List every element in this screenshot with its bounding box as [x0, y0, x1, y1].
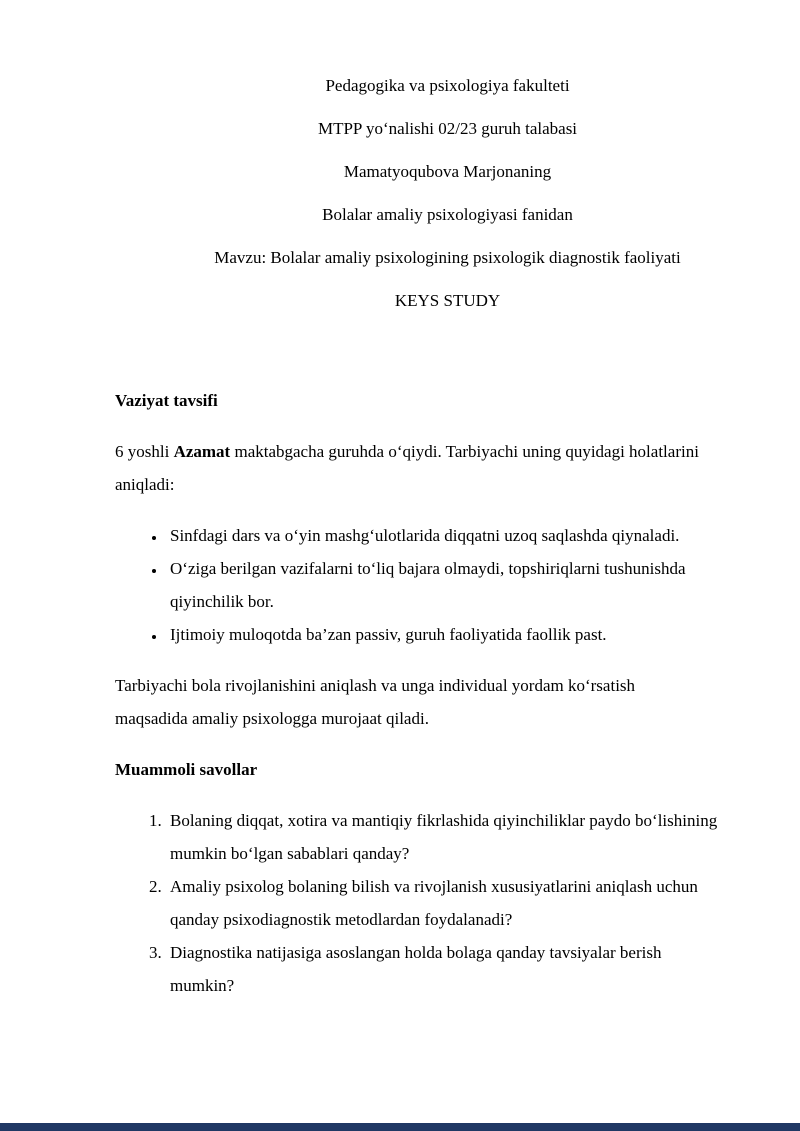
document-body — [115, 384, 780, 1002]
intro-text-prefix: 6 yoshli — [115, 442, 174, 461]
header-line-faculty: Pedagogika va psixologiya fakulteti — [325, 76, 570, 95]
header-line-subject: Bolalar amaliy psixologiyasi fanidan — [322, 205, 573, 224]
bullet-item-attention: • Sinfdagi dars va o‘yin mashg‘ulotlarida diqqatni uzoq saqlashda qiynaladi. — [166, 519, 725, 552]
header-line-group: MTPP yo‘nalishi 02/23 guruh talabasi — [317, 119, 578, 138]
intro-text-rest: maktabgacha guruhda o‘qiydi. Tarbiyachi uning quyidagi holatlarini aniqladi: — [115, 442, 699, 494]
bottom-bar — [0, 1123, 800, 1131]
situation-closing-paragraph: Tarbiyachi bola rivojlanishini aniqlash va unga individual yordam ko‘rsatish maqsadida amaliy psixologga murojaat qiladi. — [115, 676, 636, 728]
observations-bullet-list — [115, 519, 725, 651]
document-content — [115, 0, 780, 1002]
bullet-item-social: • Ijtimoiy muloqotda ba’zan passiv, guruh faoliyatida faollik past. — [166, 618, 725, 651]
situation-heading: Vaziyat tavsifi — [115, 391, 218, 410]
question-item-causes: 1. Bolaning diqqat, xotira va mantiqiy fikrlashida qiyinchiliklar paydo bo‘lishining mumkin bo‘lgan sabablari qanday? — [166, 804, 725, 870]
situation-intro-paragraph — [115, 435, 705, 501]
question-item-methods: 2. Amaliy psixolog bolaning bilish va rivojlanish xususiyatlarini aniqlash uchun qanday psixodiagnostik metodlardan foydalanadi? — [166, 870, 725, 936]
question-item-recommendations: 3. Diagnostika natijasiga asoslangan holda bolaga qanday tavsiyalar berish mumkin? — [166, 936, 725, 1002]
bullet-item-tasks: • O‘ziga berilgan vazifalarni to‘liq bajara olmaydi, topshiriqlarni tushunishda qiyinchilik bor. — [166, 552, 725, 618]
problem-questions-list — [115, 804, 725, 1002]
problems-heading: Muammoli savollar — [115, 760, 258, 779]
header-line-case-study-title: KEYS STUDY — [394, 291, 501, 310]
header-line-topic: Mavzu: Bolalar amaliy psixologining psixologik diagnostik faoliyati — [214, 248, 681, 267]
child-name-bold: Azamat — [173, 442, 231, 461]
header-line-student-name: Mamatyoqubova Marjonaning — [343, 162, 552, 181]
document-header — [115, 64, 780, 322]
